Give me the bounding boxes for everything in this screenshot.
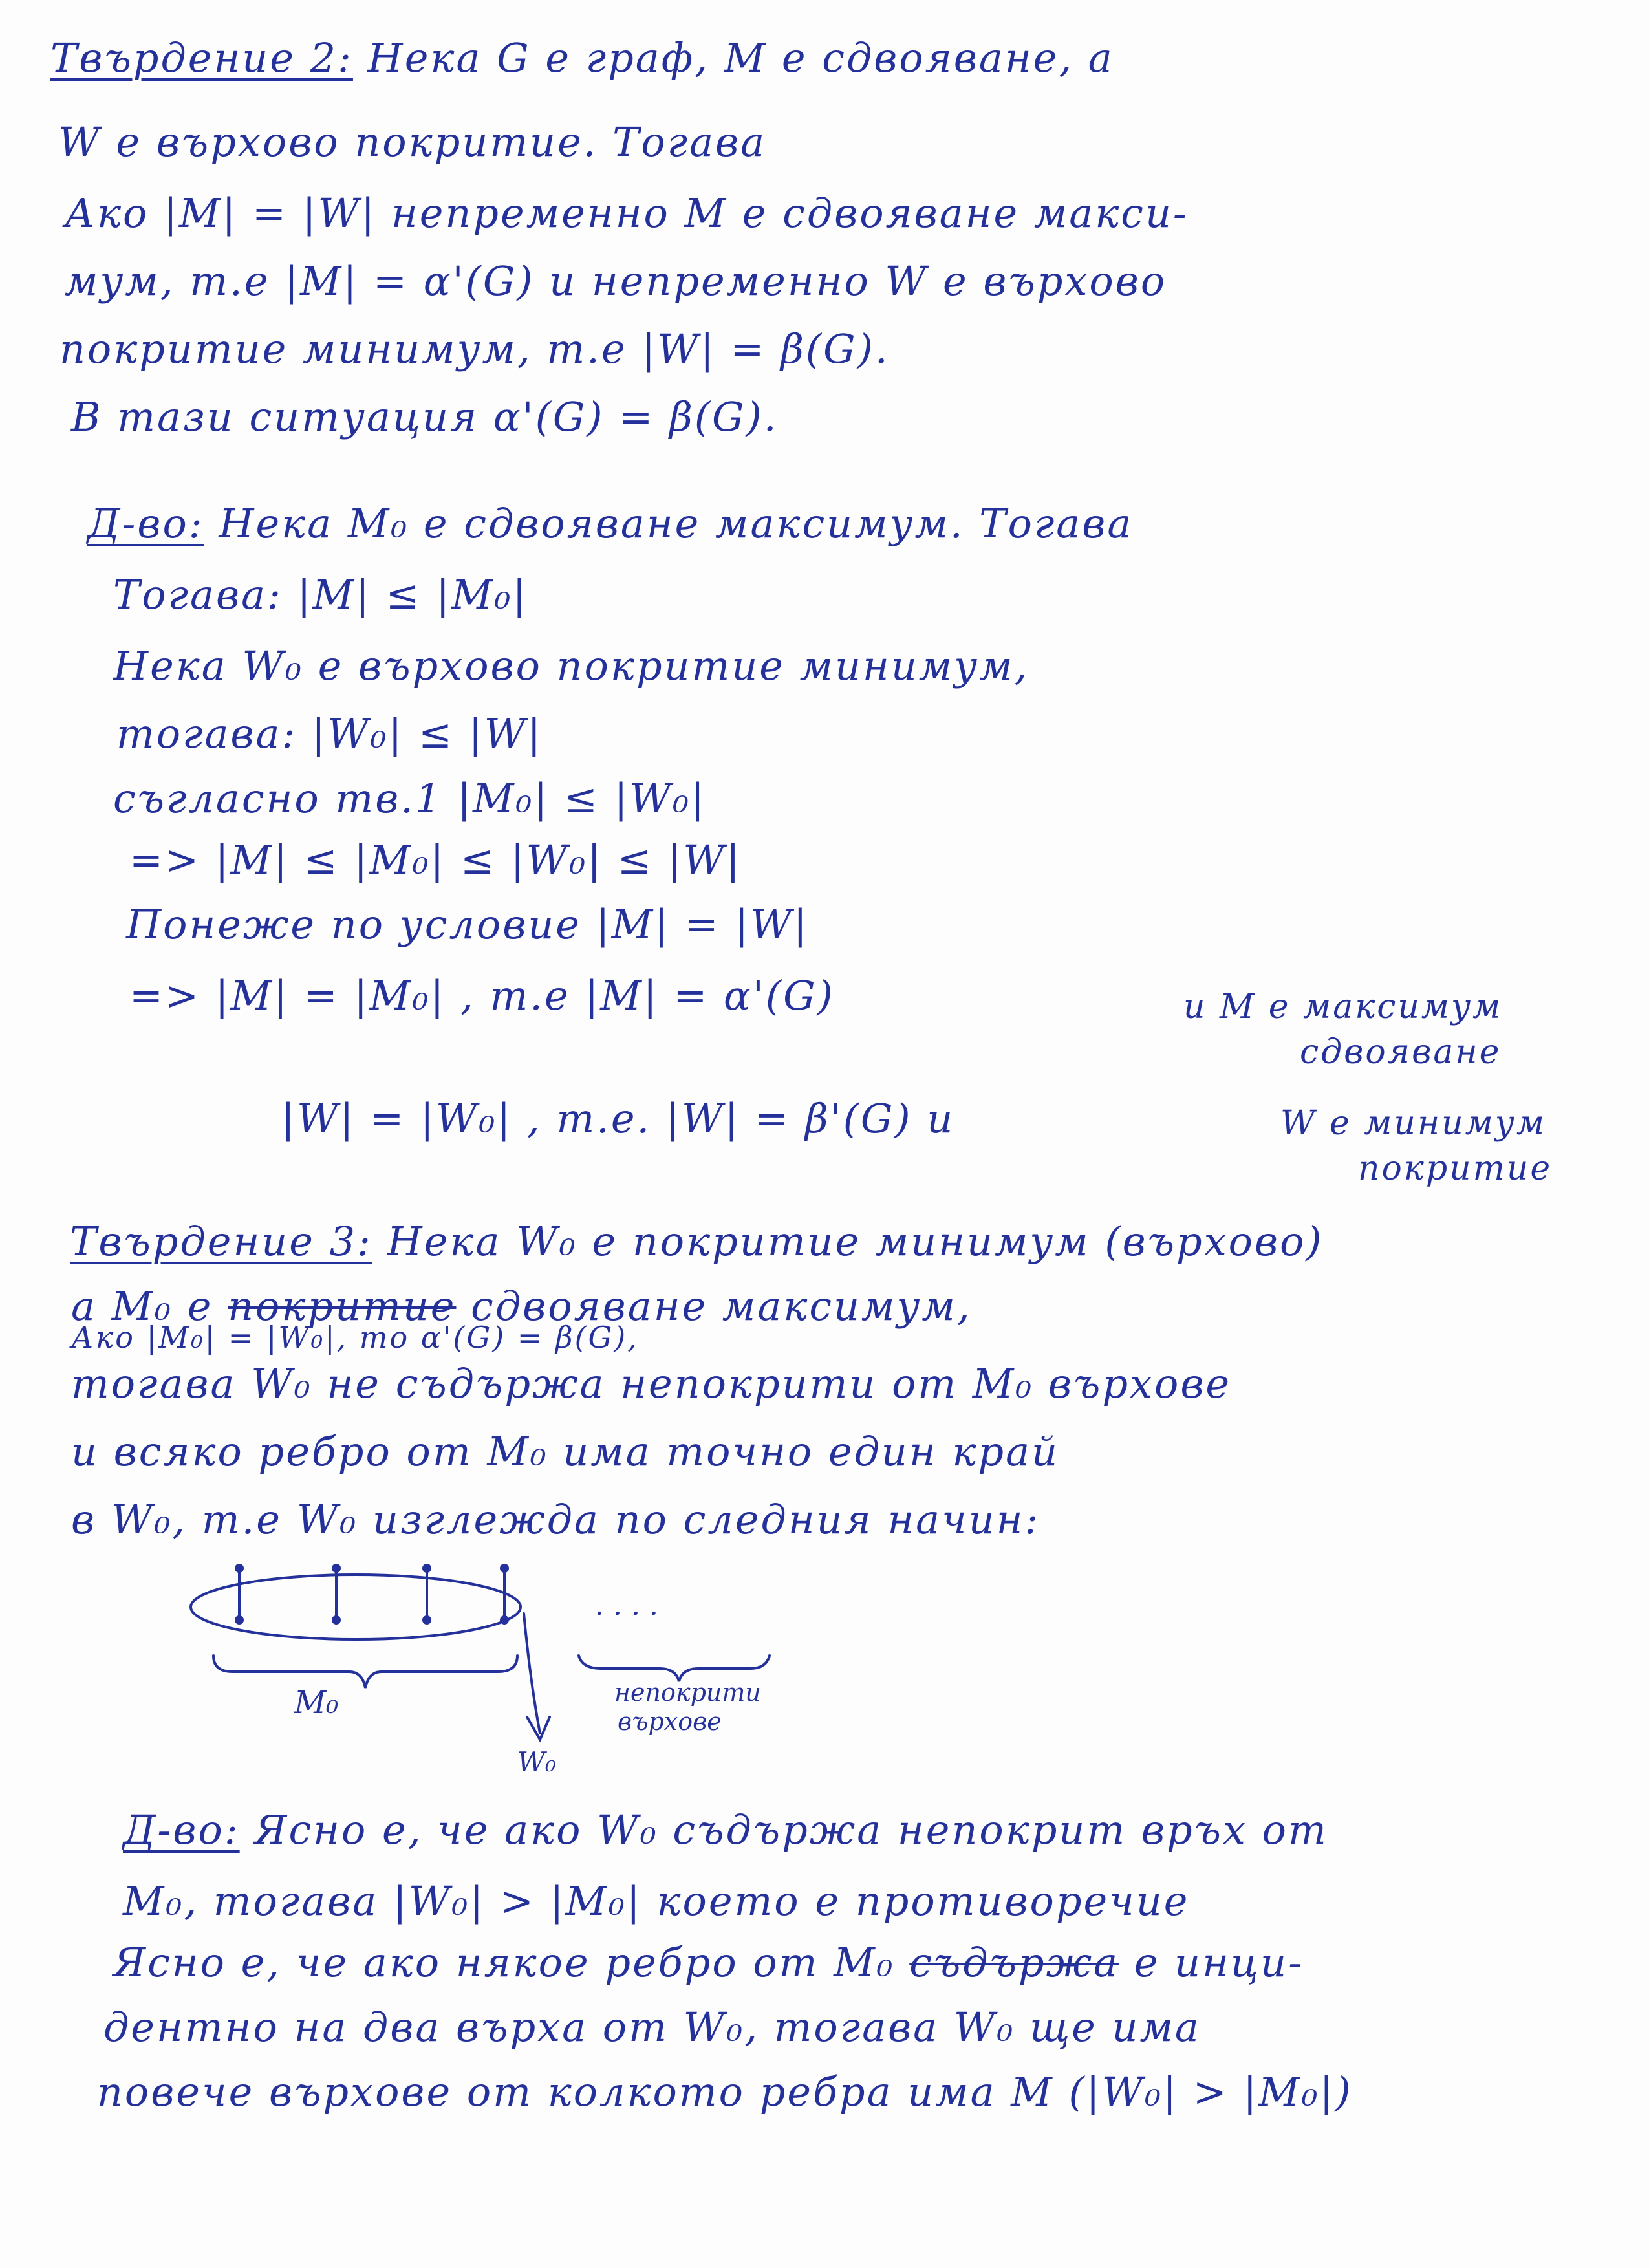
- proof2-line-6: => |М| ≤ |М₀| ≤ |W₀| ≤ |W|: [129, 836, 742, 883]
- proof2-line-9: |W| = |W₀| , т.е. |W| = β'(G) и: [281, 1095, 955, 1142]
- claim3-text-2-pre: а М₀ е: [71, 1282, 228, 1330]
- proof2-min-note: W е минимум: [1280, 1104, 1547, 1143]
- proof3-line-2: М₀, тогава |W₀| > |М₀| което е противоречие: [123, 1877, 1190, 1925]
- claim2-heading: Твърдение 2:: [50, 34, 353, 81]
- vertex-top-2: [332, 1564, 341, 1573]
- uncovered-dots: · · · ·: [595, 1597, 658, 1630]
- claim2-line-5: покритие минимум, т.е |W| = β(G).: [59, 325, 890, 373]
- claim2-line-6: В тази ситуация α'(G) = β(G).: [71, 393, 779, 440]
- claim3-heading: Твърдение 3:: [70, 1218, 372, 1265]
- vertex-top-4: [500, 1564, 509, 1573]
- claim3-line-4: и всяко ребро от М₀ има точно един край: [71, 1428, 1060, 1475]
- m0-brace: [213, 1656, 517, 1688]
- vertex-bottom-3: [422, 1615, 431, 1625]
- proof2-line-7: Понеже по условие |М| = |W|: [126, 901, 809, 948]
- claim3-text-2-post: сдвояване максимум,: [456, 1282, 972, 1330]
- w0-arrow-shaft: [524, 1614, 540, 1733]
- claim3-line-5: в W₀, т.е W₀ изглежда по следния начин:: [71, 1496, 1040, 1543]
- w0-arrow-head: [527, 1717, 550, 1740]
- w0-ellipse: [191, 1575, 521, 1639]
- proof2-line-2: Тогава: |М| ≤ |М₀|: [113, 571, 528, 618]
- vertex-bottom-2: [332, 1615, 341, 1625]
- proof3-text-3-pre: Ясно е, че ако някое ребро от М₀: [113, 1939, 910, 1986]
- uncovered-brace: [579, 1656, 770, 1681]
- uncovered-label-2: върхове: [618, 1707, 722, 1736]
- proof3-struck-word: съдържа: [909, 1939, 1120, 1986]
- w0-label: W₀: [517, 1746, 557, 1778]
- vertex-top-1: [235, 1564, 244, 1573]
- uncovered-label-1: непокрити: [614, 1678, 761, 1707]
- proof2-min-note-2: покритие: [1358, 1149, 1553, 1188]
- proof2-max-note-2: сдвояване: [1300, 1033, 1502, 1072]
- proof2-line-3: Нека W₀ е върхово покритие минимум,: [113, 642, 1029, 689]
- vertex-bottom-4: [500, 1615, 509, 1625]
- claim2-line-2: W е върхово покритие. Тогава: [58, 118, 767, 166]
- sketch-vertices: [235, 1564, 509, 1625]
- claim2-line-3: Ако |М| = |W| непременно М е сдвояване макси-: [65, 189, 1189, 237]
- proof2-line-8: => |М| = |М₀| , т.е |М| = α'(G): [129, 972, 835, 1019]
- claim2-line-4: мум, т.е |М| = α'(G) и непременно W е върхово: [65, 257, 1167, 305]
- proof2-line-1: [87, 498, 1133, 550]
- claim3-line-1: [70, 1216, 1324, 1268]
- proof3-line-5: повече върхове от колкото ребра има М (|W₀| > |М₀|): [97, 2068, 1353, 2115]
- proof3-line-1: [123, 1804, 1328, 1856]
- proof3-line-3: [113, 1937, 1304, 1989]
- proof2-line-4: тогава: |W₀| ≤ |W|: [116, 710, 543, 757]
- claim3-struck-word: покритие: [228, 1282, 457, 1330]
- claim2-text-1: Нека G е граф, М е сдвояване, а: [367, 34, 1114, 81]
- proof3-text-1: Ясно е, че ако W₀ съдържа непокрит връх от: [254, 1806, 1328, 1853]
- claim3-text-1: Нека W₀ е покритие минимум (върхово): [387, 1218, 1324, 1265]
- claim3-inserted-note: Ако |М₀| = |W₀|, то α'(G) = β(G),: [71, 1320, 639, 1355]
- proof2-label: Д-во:: [87, 500, 204, 547]
- m0-label: М₀: [294, 1685, 339, 1721]
- proof3-label: Д-во:: [123, 1806, 240, 1853]
- proof3-line-4: дентно на два върха от W₀, тогава W₀ ще има: [103, 2003, 1201, 2051]
- proof3-text-3-post: е инци-: [1119, 1939, 1304, 1986]
- proof2-text-1: Нека М₀ е сдвояване максимум. Тогава: [219, 500, 1134, 547]
- proof2-line-5: съгласно тв.1 |М₀| ≤ |W₀|: [113, 775, 706, 822]
- vertex-bottom-1: [235, 1615, 244, 1625]
- vertex-top-3: [422, 1564, 431, 1573]
- claim3-line-3: тогава W₀ не съдържа непокрити от М₀ върхове: [71, 1360, 1232, 1407]
- proof2-max-note: и М е максимум: [1183, 988, 1503, 1026]
- claim2-line-1: [50, 32, 1114, 84]
